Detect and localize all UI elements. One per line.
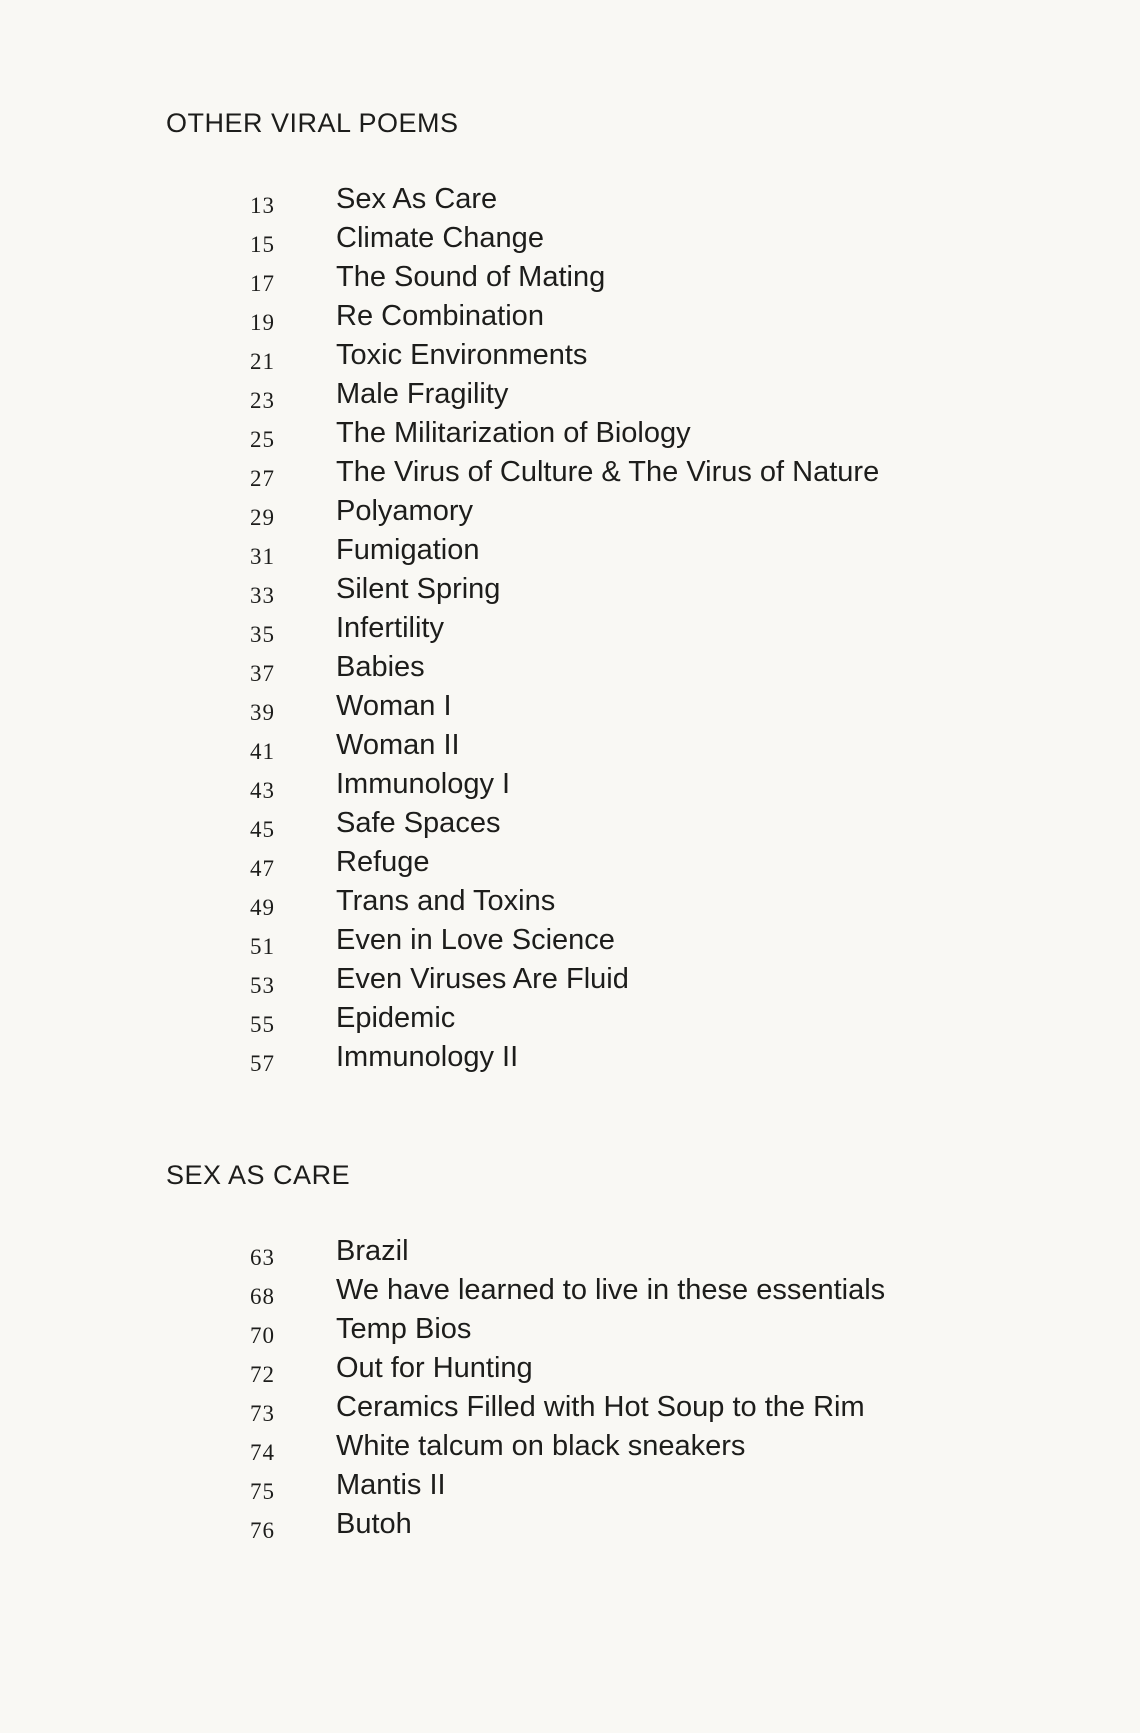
toc-entry bbox=[0, 809, 1000, 848]
toc-entry bbox=[0, 926, 1000, 965]
toc-title: We have learned to live in these essentials bbox=[336, 1274, 886, 1306]
toc-title: Immunology II bbox=[336, 1041, 519, 1073]
toc-entry bbox=[0, 1315, 1000, 1354]
toc-entry bbox=[0, 497, 1000, 536]
toc-page-number: 17 bbox=[250, 271, 275, 296]
toc-title: Safe Spaces bbox=[336, 807, 501, 839]
toc-entry bbox=[0, 965, 1000, 1004]
section-heading-sex-as-care: SEX AS CARE bbox=[166, 1160, 351, 1190]
toc-entry bbox=[0, 1043, 1000, 1082]
toc-title: Temp Bios bbox=[336, 1313, 472, 1345]
toc-page-number: 29 bbox=[250, 505, 275, 530]
toc-title: Epidemic bbox=[336, 1002, 456, 1034]
toc-entry bbox=[0, 458, 1000, 497]
toc-entry bbox=[0, 341, 1000, 380]
toc-title: Out for Hunting bbox=[336, 1352, 533, 1384]
toc-title: Trans and Toxins bbox=[336, 885, 556, 917]
toc-title: Immunology I bbox=[336, 768, 511, 800]
toc-title: Even in Love Science bbox=[336, 924, 615, 956]
toc-page-number: 57 bbox=[250, 1051, 275, 1076]
toc-page-number: 75 bbox=[250, 1479, 275, 1504]
toc-entry bbox=[0, 1004, 1000, 1043]
toc-title: Re Combination bbox=[336, 300, 544, 332]
toc-page-number: 47 bbox=[250, 856, 275, 881]
toc-page-number: 76 bbox=[250, 1518, 275, 1543]
toc-title: Babies bbox=[336, 651, 425, 683]
toc-entry bbox=[0, 1237, 1000, 1276]
toc-title: Climate Change bbox=[336, 222, 544, 254]
toc-page-number: 51 bbox=[250, 934, 275, 959]
toc-list-sex-as-care bbox=[0, 1237, 1000, 1549]
toc-page-number: 25 bbox=[250, 427, 275, 452]
toc-page-number: 15 bbox=[250, 232, 275, 257]
toc-title: Even Viruses Are Fluid bbox=[336, 963, 629, 995]
toc-title: Mantis II bbox=[336, 1469, 446, 1501]
toc-page-number: 49 bbox=[250, 895, 275, 920]
toc-entry bbox=[0, 1354, 1000, 1393]
toc-title: Ceramics Filled with Hot Soup to the Rim bbox=[336, 1391, 865, 1423]
section-heading-other-viral-poems: OTHER VIRAL POEMS bbox=[166, 108, 459, 138]
toc-title: The Sound of Mating bbox=[336, 261, 606, 293]
toc-page-number: 53 bbox=[250, 973, 275, 998]
toc-entry bbox=[0, 848, 1000, 887]
toc-page-number: 74 bbox=[250, 1440, 275, 1465]
toc-page-number: 43 bbox=[250, 778, 275, 803]
toc-entry bbox=[0, 1393, 1000, 1432]
toc-title: Sex As Care bbox=[336, 183, 498, 215]
toc-entry bbox=[0, 1510, 1000, 1549]
toc-entry bbox=[0, 419, 1000, 458]
toc-page-number: 39 bbox=[250, 700, 275, 725]
toc-title: Butoh bbox=[336, 1508, 412, 1540]
toc-entry bbox=[0, 1471, 1000, 1510]
toc-page-number: 55 bbox=[250, 1012, 275, 1037]
toc-page-number: 35 bbox=[250, 622, 275, 647]
toc-entry bbox=[0, 536, 1000, 575]
toc-title: Toxic Environments bbox=[336, 339, 588, 371]
toc-title: Brazil bbox=[336, 1235, 409, 1267]
toc-page-number: 37 bbox=[250, 661, 275, 686]
toc-entry bbox=[0, 1276, 1000, 1315]
toc-list-other-viral-poems bbox=[0, 185, 1000, 1082]
toc-page-number: 33 bbox=[250, 583, 275, 608]
toc-entry bbox=[0, 770, 1000, 809]
toc-entry bbox=[0, 575, 1000, 614]
toc-entry bbox=[0, 263, 1000, 302]
toc-entry bbox=[0, 887, 1000, 926]
toc-title: The Virus of Culture & The Virus of Nature bbox=[336, 456, 880, 488]
toc-page-number: 68 bbox=[250, 1284, 275, 1309]
toc-title: Polyamory bbox=[336, 495, 473, 527]
toc-page-number: 73 bbox=[250, 1401, 275, 1426]
toc-title: Woman I bbox=[336, 690, 452, 722]
toc-page-number: 19 bbox=[250, 310, 275, 335]
toc-page-number: 21 bbox=[250, 349, 275, 374]
toc-title: Silent Spring bbox=[336, 573, 501, 605]
toc-entry bbox=[0, 653, 1000, 692]
toc-page-number: 72 bbox=[250, 1362, 275, 1387]
toc-entry bbox=[0, 185, 1000, 224]
toc-page-number: 31 bbox=[250, 544, 275, 569]
toc-entry bbox=[0, 692, 1000, 731]
toc-page-number: 45 bbox=[250, 817, 275, 842]
toc-entry bbox=[0, 731, 1000, 770]
toc-entry bbox=[0, 614, 1000, 653]
toc-page-number: 27 bbox=[250, 466, 275, 491]
toc-title: White talcum on black sneakers bbox=[336, 1430, 746, 1462]
toc-page-number: 70 bbox=[250, 1323, 275, 1348]
toc-page-number: 63 bbox=[250, 1245, 275, 1270]
toc-page-number: 23 bbox=[250, 388, 275, 413]
toc-entry bbox=[0, 380, 1000, 419]
toc-title: The Militarization of Biology bbox=[336, 417, 691, 449]
toc-title: Male Fragility bbox=[336, 378, 509, 410]
toc-title: Refuge bbox=[336, 846, 430, 878]
toc-page-number: 13 bbox=[250, 193, 275, 218]
toc-entry bbox=[0, 1432, 1000, 1471]
toc-title: Fumigation bbox=[336, 534, 480, 566]
toc-title: Woman II bbox=[336, 729, 460, 761]
toc-entry bbox=[0, 224, 1000, 263]
toc-entry bbox=[0, 302, 1000, 341]
toc-title: Infertility bbox=[336, 612, 444, 644]
toc-page-number: 41 bbox=[250, 739, 275, 764]
